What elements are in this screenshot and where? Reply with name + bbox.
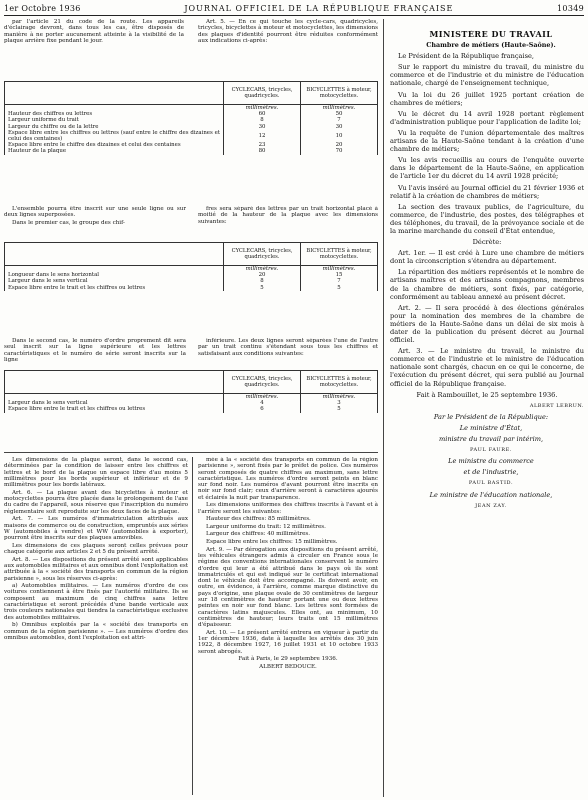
paragraph: par l'article 21 du code de la route. Les appareils d'éclairage devront, dans tous les cas, être disposés de manière à ne porter aucunement atteinte à la visibilité de la plaque arrière fixe pendant le jour. bbox=[4, 19, 184, 44]
paragraph: Art. 6. — La plaque avant des bicyclettes à moteur et motocyclettes pourra être placée dans le prolongement de l'axe du cadre de l'appareil, sous réserve que l'inscription du numéro réglementaire soit reproduite sur les deux faces de la plaque. bbox=[4, 489, 188, 515]
table-continuous-stroke bbox=[4, 370, 378, 444]
section-divider bbox=[4, 452, 378, 453]
table-unit-cell: millimètres. bbox=[301, 266, 378, 273]
paragraph: b) Omnibus exploités par la « société des transports en commun de la région parisienne ». — Les numéros d'ordre des omnibus automobiles, dont l'exploitation est attri- bbox=[4, 622, 188, 641]
signature-line: Le ministre du commerce bbox=[448, 457, 534, 466]
table-header-cell: CYCLECARS, tricycles, quadricycles. bbox=[224, 243, 301, 266]
row-label: Espace libre entre le trait et les chiffres ou lettres bbox=[5, 285, 224, 291]
paragraph: Les dimensions de la plaque seront, dans le second cas, déterminées par la condition de laisser entre les chiffres et lettres et le bord de la plaque un espace libre d'au moins 5 millimètres pour les bords supérieur et inférieur et de 9 millimètres pour les bords latéraux. bbox=[4, 457, 188, 489]
row-value: 7 bbox=[301, 278, 378, 284]
paragraph: Vu l'avis inséré au Journal officiel du 21 février 1936 et relatif à la création de chambres de métiers; bbox=[390, 183, 584, 200]
row-value: 20 bbox=[301, 142, 378, 148]
signature-line: et de l'industrie, bbox=[463, 468, 519, 477]
signature-line: JEAN ZAY. bbox=[475, 502, 507, 509]
paragraph: Décrète: bbox=[472, 238, 502, 247]
row-value: 4 bbox=[224, 400, 301, 406]
row-value: 70 bbox=[301, 148, 378, 154]
decree-subtitle: Chambre de métiers (Haute-Saône). bbox=[426, 41, 556, 50]
table-unit-cell: millimètres. bbox=[301, 394, 378, 401]
paragraph: Art. 3. — Le ministre du travail, le ministre du commerce et de l'industrie et le ministre de l'éducation nationale sont chargés, chacun en ce qui le concerne, de l'exécution du présent décret, qui sera publié au Journal officiel de la République française. bbox=[390, 347, 584, 388]
paragraph: Art. 10. — Le présent arrêté entrera en vigueur à partir du 1er décembre 1936, date à laquelle les arrêtés des 30 juin 1922, 8 décembre 1927, 16 juillet 1931 et 10 octobre 1933 seront abrogés. bbox=[198, 629, 378, 655]
table-header-cell bbox=[5, 371, 224, 394]
row-value: 10 bbox=[301, 130, 378, 142]
row-value: 8 bbox=[224, 117, 301, 123]
paragraph: Vu les avis recueillis au cours de l'enquête ouverte dans le département de la Haute-Saône, en application de l'article 1er du décret du 14 avril 1928 précité; bbox=[390, 156, 584, 181]
table-unit-cell: millimètres. bbox=[301, 105, 378, 112]
paragraph: La répartition des métiers représentés et le nombre de artisans maîtres et des artisans compagnons, membres de la chambre de métiers, sont fixés, par catégorie, conformément au tableau annexé au présent décret. bbox=[390, 268, 584, 301]
table-header-cell: BICYCLETTES à moteur, motocyclettes. bbox=[301, 243, 378, 266]
signature-line: Par le Président de la République: bbox=[433, 412, 549, 421]
paragraph: Dans le premier cas, le groupe des chif- bbox=[12, 219, 125, 226]
row-value: 60 bbox=[224, 111, 301, 117]
paragraph: Vu la requête de l'union départementale des maîtres artisans de la Haute-Saône tendant à la création d'une chambre de métiers; bbox=[390, 128, 584, 154]
paragraph: Art. 1er. — Il est créé à Lure une chambre de métiers dont la circonscription s'étendra au département. bbox=[390, 249, 584, 266]
row-value: 15 bbox=[301, 272, 378, 278]
table-unit-cell: millimètres. bbox=[224, 105, 301, 112]
table-row bbox=[5, 285, 378, 291]
paragraph: Hauteur des chiffres: 85 millimètres. bbox=[206, 516, 311, 523]
text-block-top-right bbox=[198, 19, 378, 69]
row-value: 5 bbox=[301, 406, 378, 412]
paragraph: mée à la « société des transports en commun de la région parisienne », seront fixés par le préfet de police. Ces numéros seront composés de quatre chiffres au maximum, sans lettre caractéristique. Les numéros d'ordre seront peints en blanc sur fond noir. Les numéros d'avant pourront être inscrits en noir sur fond clair; ceux d'arrière seront à caractères ajourés et éclairés la nuit par transparence. bbox=[198, 457, 378, 501]
paragraph: Art. 8. — Les dispositions du présent arrêté sont applicables aux automobiles militaires et aux omnibus dont l'exploitation est attribuée à la « société des transports en commun de la région parisienne », sous les réserves ci-après: bbox=[4, 556, 188, 582]
row-value: 5 bbox=[301, 285, 378, 291]
row-value: 30 bbox=[224, 124, 301, 130]
table-header-cell bbox=[5, 243, 224, 266]
decree-signatures bbox=[390, 402, 584, 510]
text-block-mid-right bbox=[198, 206, 378, 236]
paragraph: Fait à Rambouillet, le 25 septembre 1936. bbox=[416, 390, 558, 399]
paragraph: Sur le rapport du ministre du travail, du ministre du commerce et de l'industrie et du ministre de l'éducation nationale, chargé de l'enseignement technique, bbox=[390, 63, 584, 88]
paragraph: L'ensemble pourra être inscrit sur une seule ligne ou sur deux lignes superposées. bbox=[4, 206, 186, 219]
table-row bbox=[5, 130, 378, 142]
paragraph: inférieure. Les deux lignes seront séparées l'une de l'autre par un trait continu s'étendant sous tous les chiffres et satisfaisant aux conditions suivantes: bbox=[198, 338, 378, 357]
row-value: 6 bbox=[224, 406, 301, 412]
page-number: 10349 bbox=[557, 3, 584, 13]
text-block-mid-left bbox=[4, 206, 186, 236]
paragraph: Art. 2. — Il sera procédé à des élections générales pour la nomination des membres de la chambre de métiers de la Haute-Saône dans un délai de six mois à dater de la publication du présent décret au Journal officiel. bbox=[390, 303, 584, 345]
row-label: Espace libre entre le trait et les chiffres ou lettres bbox=[5, 406, 224, 412]
paragraph: Vu la loi du 26 juillet 1925 portant création de chambres de métiers; bbox=[390, 90, 584, 107]
row-value: 80 bbox=[224, 148, 301, 154]
paragraph: Le Président de la République française, bbox=[398, 52, 534, 61]
paragraph: Espace libre entre les chiffres: 15 millimètres. bbox=[206, 539, 338, 546]
decree-column bbox=[390, 30, 584, 796]
signature-line: Le ministre d'État, bbox=[459, 423, 523, 432]
table-header-cell: CYCLECARS, tricycles, quadricycles. bbox=[224, 82, 301, 105]
paragraph: Vu le décret du 14 avril 1928 portant règlement d'administration publique pour l'application de ladite loi; bbox=[390, 109, 584, 126]
table-header-cell: BICYCLETTES à moteur, motocyclettes. bbox=[301, 82, 378, 105]
articles-left-column bbox=[4, 457, 188, 797]
signature-line: ministre du travail par intérim, bbox=[438, 435, 544, 444]
paragraph: a) Automobiles militaires. — Les numéros d'ordre de ces voitures contiennent à être fixés par l'autorité militaire. Ils se composent au maximum de cinq chiffres sans lettre caractéristique et seront précédés d'une bande verticale aux trois couleurs nationales qui tiendra la caractéristique exclusive des automobiles militaires. bbox=[4, 583, 188, 621]
paragraph: Art. 5. — En ce qui touche les cycle-cars, quadricycles, tricycles, bicyclettes à moteur et motocyclettes, les dimensions des plaques d'identité pourront être réduites conformément aux indications ci-après: bbox=[198, 19, 378, 44]
header-rule bbox=[4, 15, 584, 16]
column-divider-right bbox=[383, 19, 384, 797]
table-unit-cell bbox=[5, 394, 224, 401]
table-header-cell: BICYCLETTES à moteur, motocyclettes. bbox=[301, 371, 378, 394]
row-value: 20 bbox=[224, 272, 301, 278]
decree-paragraphs bbox=[390, 52, 584, 399]
row-label: Hauteur des chiffres ou lettres bbox=[5, 111, 224, 117]
journal-title: JOURNAL OFFICIEL DE LA RÉPUBLIQUE FRANÇAISE bbox=[184, 3, 454, 13]
row-value: 12 bbox=[224, 130, 301, 142]
table-unit-cell: millimètres. bbox=[224, 266, 301, 273]
header-date: 1er Octobre 1936 bbox=[4, 3, 81, 13]
table-unit-cell: millimètres. bbox=[224, 394, 301, 401]
table-header-cell bbox=[5, 82, 224, 105]
paragraph: Dans le second cas, le numéro d'ordre proprement dit sera seul inscrit sur la ligne supérieure et les lettres caractéristiques et le numéro de série seront inscrits sur la ligne bbox=[4, 338, 186, 363]
table-horizontal-stroke bbox=[4, 242, 378, 324]
row-value: 23 bbox=[224, 142, 301, 148]
ministry-title: MINISTÈRE DU TRAVAIL bbox=[429, 30, 553, 39]
table-row bbox=[5, 406, 378, 412]
signature-line: Le ministre de l'éducation nationale, bbox=[429, 490, 553, 499]
row-label: Largeur dans le sens vertical bbox=[5, 400, 224, 406]
paragraph: Largeur des chiffres: 40 millimètres. bbox=[206, 531, 311, 538]
row-label: Largeur uniforme du trait bbox=[5, 117, 224, 123]
paragraph: Art. 7. — Les numéros d'immatriculation attribués aux maisons de commerce ou de construction, empruntés aux séries W (automobiles à vendre) et WW (automobiles à exporter), pourront être inscrits sur des plaques amovibles. bbox=[4, 516, 188, 542]
table-unit-cell bbox=[5, 105, 224, 112]
row-value: 5 bbox=[224, 285, 301, 291]
table-cyclecars-dimensions bbox=[4, 81, 378, 199]
paragraph: La section des travaux publics, de l'agriculture, du commerce, de l'industrie, des postes, des télégraphes et des téléphones, du travail, de la prévoyance sociale et de la marine marchande du conseil d'État entendue, bbox=[390, 202, 584, 235]
row-label: Largeur du chiffre ou de la lettre bbox=[5, 124, 224, 130]
row-label: Espace libre entre les chiffres ou lettres (sauf entre le chiffre des dizaines et celui des centaines) bbox=[5, 130, 224, 142]
row-value: 7 bbox=[301, 117, 378, 123]
paragraph: ALBERT BEDOUCE. bbox=[259, 663, 317, 670]
row-value: 50 bbox=[301, 111, 378, 117]
row-value: 3 bbox=[301, 400, 378, 406]
signature-line: PAUL FAURE. bbox=[469, 447, 513, 454]
table-header-cell: CYCLECARS, tricycles, quadricycles. bbox=[224, 371, 301, 394]
paragraph: Largeur uniforme du trait: 12 millimètres. bbox=[206, 523, 326, 530]
row-label: Hauteur de la plaque bbox=[5, 148, 224, 154]
paragraph: Art. 9. — Par dérogation aux dispositions du présent arrêté, les véhicules étrangers admis à circuler en France sous le régime des conventions internationales conservent le numéro d'ordre qui leur a été attribué dans le pays où ils sont immatriculés et qui est indiqué sur le certificat international dont le véhicule doit être accompagné. Ils doivent avoir, en outre, en évidence, à l'arrière, comme marque distinctive du pays d'origine, une plaque ovale de 30 centimètres de largeur sur 18 centimètres de hauteur portant une ou deux lettres peintes en noir sur fond blanc. Les lettres sont formées de caractères latins majuscules. Elles ont, au minimum, 10 centimètres de hauteur; leurs traits ont 15 millimètres d'épaisseur. bbox=[198, 546, 378, 629]
articles-middle-column bbox=[198, 457, 378, 797]
signature-line: PAUL BASTID. bbox=[468, 480, 514, 487]
row-label: Longueur dans le sens horizontal bbox=[5, 272, 224, 278]
column-divider bbox=[192, 457, 193, 795]
paragraph: Les dimensions de ces plaques seront celles prévues pour chaque catégorie aux articles 2 et 5 du présent arrêté. bbox=[4, 542, 188, 556]
table-unit-cell bbox=[5, 266, 224, 273]
row-label: Largeur dans le sens vertical bbox=[5, 278, 224, 284]
paragraph: Fait à Paris, le 29 septembre 1936. bbox=[238, 656, 338, 663]
paragraph: fres sera séparé des lettres par un trait horizontal placé à moitié de la hauteur de la plaque avec les dimensions suivantes: bbox=[198, 206, 378, 225]
signature-line: ALBERT LEBRUN. bbox=[529, 402, 584, 409]
row-label: Espace libre entre le chiffre des dizaines et celui des centaines bbox=[5, 142, 224, 148]
table-row bbox=[5, 148, 378, 154]
paragraph: Les dimensions uniformes des chiffres inscrits à l'avant et à l'arrière seront les suivantes: bbox=[198, 502, 378, 515]
row-value: 8 bbox=[224, 278, 301, 284]
page-header bbox=[4, 2, 584, 14]
row-value: 30 bbox=[301, 124, 378, 130]
